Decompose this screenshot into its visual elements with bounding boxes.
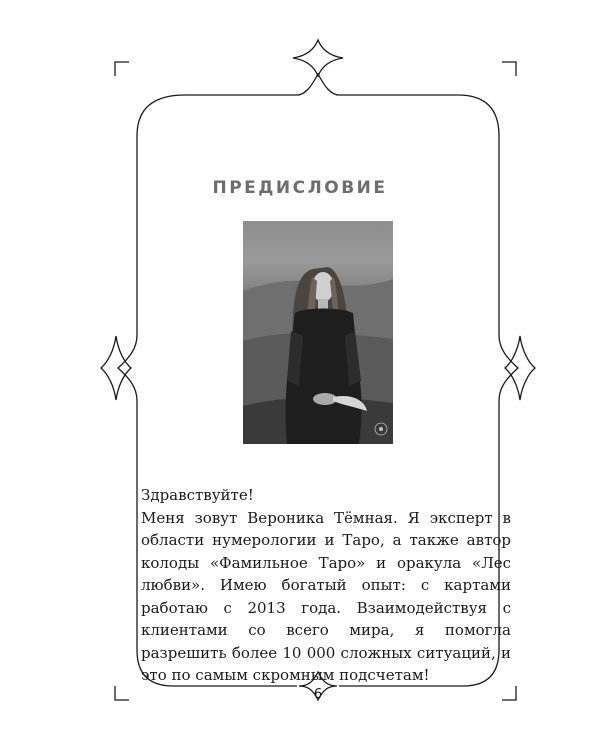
page-number: 6 <box>313 687 323 702</box>
page-title: ПРЕДИСЛОВИЕ <box>212 178 388 198</box>
author-portrait-image <box>243 221 393 444</box>
author-photo <box>243 221 393 444</box>
greeting: Здравствуйте! <box>141 486 254 504</box>
body-text <box>141 484 511 687</box>
intro-paragraph: Меня зовут Вероника Тёмная. Я эксперт в области нумерологии и Таро, а также автор колоды «Фамильное Таро» и оракула «Лес любви». Имею богатый опыт: с картами работаю с 2013 года. Взаимодействуя с клиентами со всего мира, я помогла разрешить более 10 000 сложных ситуаций, и это по самым скромным подсчетам! <box>141 508 511 684</box>
